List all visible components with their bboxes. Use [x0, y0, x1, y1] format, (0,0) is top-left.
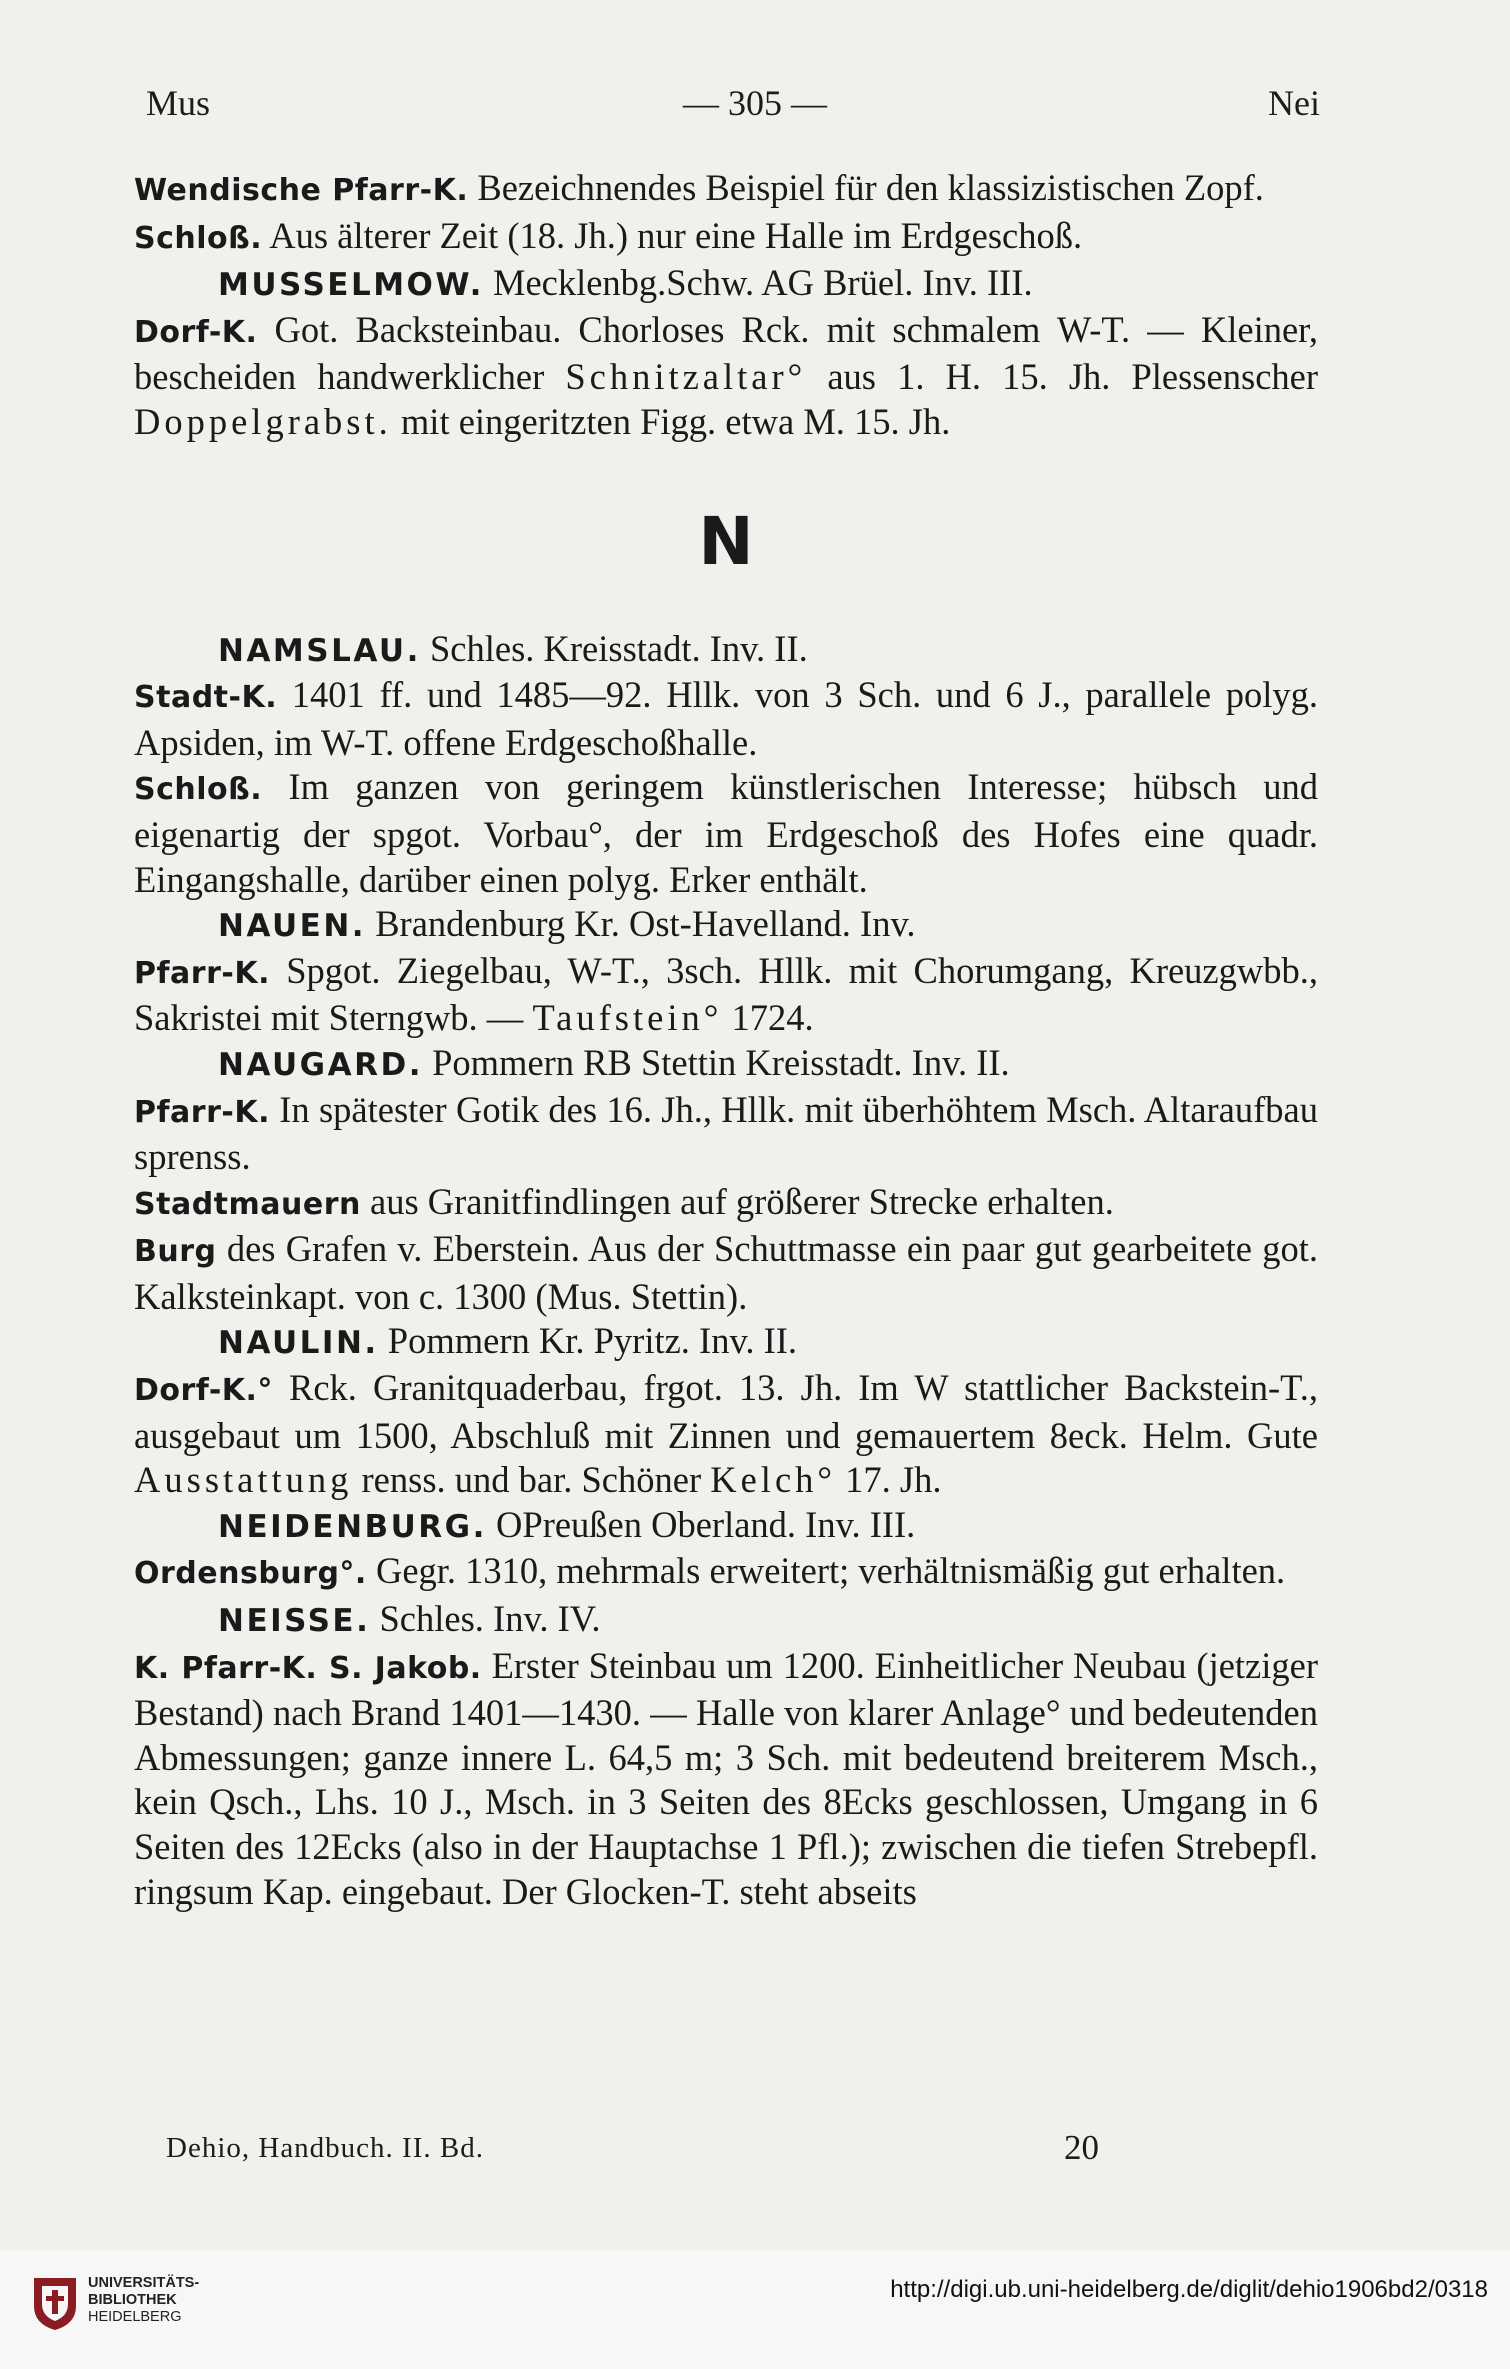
entry-paragraph	[134, 308, 1318, 445]
library-footer-strip	[0, 2250, 1510, 2369]
university-seal-icon	[30, 2272, 80, 2332]
entry-label: Burg	[134, 1234, 217, 1270]
spaced-term: Taufstein°	[532, 997, 723, 1039]
place-details: Mecklenbg.Schw. AG Brüel. Inv. III.	[483, 262, 1033, 304]
entry-label: Schloß.	[134, 772, 263, 808]
source-url-link[interactable]: http://digi.ub.uni-heidelberg.de/diglit/dehio1906bd2/0318	[890, 2276, 1488, 2303]
header-right: Nei	[1268, 83, 1320, 123]
place-details: Schles. Kreisstadt. Inv. II.	[420, 627, 808, 669]
entry-text: Bezeichnendes Beispiel für den klassizistischen Zopf.	[468, 167, 1264, 208]
place-heading	[134, 261, 1318, 308]
entry-text: Aus älterer Zeit (18. Jh.) nur eine Halle im Erdgeschoß.	[262, 214, 1083, 256]
place-heading	[134, 1503, 1318, 1550]
institution-name	[88, 2275, 199, 2326]
entry-label: Stadtmauern	[134, 1186, 361, 1222]
entry-text: Got. Backsteinbau. Chorloses Rck. mit schmalem W-T. — Kleiner, bescheiden handwerklicher	[134, 308, 1318, 398]
place-name: NAUGARD.	[218, 1046, 423, 1083]
entry-paragraph	[134, 1227, 1318, 1319]
footer-sheet-number: 20	[1064, 2128, 1099, 2167]
entry-text: Erster Steinbau um 1200. Einheitlicher Neubau (jetziger Bestand) nach Brand 1401—1430. — Halle von klarer Anlage° und bedeutenden Abmessungen; ganze innere L. 64,5 m; 3 Sch. mit bedeutend breiterem Msch., kein Qsch., Lhs. 10 J., Msch. in 3 Seiten des 8Ecks geschlossen, Umgang in 6 Seiten des 12Ecks (also in der Hauptachse 1 Pfl.); zwischen die tiefen Strebepfl. ringsum Kap. eingebaut. Der Glocken-T. steht abseits	[134, 1644, 1319, 1912]
spaced-term: Kelch°	[710, 1459, 836, 1501]
place-name: NAUEN.	[218, 908, 367, 945]
page-body	[134, 166, 1318, 1914]
place-name: MUSSELMOW.	[218, 267, 484, 304]
entry-text: Im ganzen von geringem künstlerischen Interesse; hübsch und eigenartig der spgot. Vorbau°, der im Erdgeschoß des Hofes eine quadr. Eingangshalle, darüber einen polyg. Erker enthält.	[134, 766, 1318, 900]
entry-text: renss. und bar. Schöner	[352, 1459, 711, 1501]
entry-text: aus Granitfindlingen auf größerer Strecke erhalten.	[360, 1180, 1114, 1222]
entry-text: aus 1. H. 15. Jh. Plessenscher	[806, 356, 1318, 398]
spaced-term: Doppelgrabst.	[134, 400, 392, 442]
entry-paragraph	[134, 1644, 1318, 1915]
place-details: Pommern Kr. Pyritz. Inv. II.	[378, 1320, 798, 1362]
entry-text: 1724.	[722, 997, 814, 1039]
entry-paragraph	[134, 949, 1318, 1041]
entry-label: Schloß.	[134, 220, 263, 256]
institution-line-1: UNIVERSITÄTS-	[88, 2275, 200, 2291]
footer-signature: Dehio, Handbuch. II. Bd.	[166, 2132, 484, 2164]
entry-text: 17. Jh.	[836, 1459, 942, 1501]
entry-label: Pfarr-K.	[134, 1094, 270, 1130]
entry-text: des Grafen v. Eberstein. Aus der Schuttmasse ein paar gut gearbeitete got. Kalksteinkapt. von c. 1300 (Mus. Stettin).	[134, 1228, 1318, 1317]
place-heading	[134, 1319, 1318, 1366]
place-heading	[134, 1597, 1318, 1644]
spaced-term: Schnitzaltar°	[565, 356, 807, 398]
entry-text: In spätester Gotik des 16. Jh., Hllk. mit überhöhtem Msch. Altaraufbau sprenss.	[134, 1088, 1318, 1178]
entry-paragraph	[134, 1088, 1318, 1180]
place-name: NAULIN.	[218, 1325, 379, 1362]
entry-paragraph	[134, 765, 1318, 902]
running-header	[0, 82, 1510, 122]
entry-text: Rck. Granitquaderbau, frgot. 13. Jh. Im W stattlicher Backstein-T., ausgebaut um 1500, Abschluß mit Zinnen und gemauertem 8eck. Helm. Gute	[134, 1367, 1318, 1456]
entry-text: mit eingeritzten Figg. etwa M. 15. Jh.	[391, 400, 951, 442]
entry-label: Wendische Pfarr-K.	[134, 173, 469, 208]
place-details: Brandenburg Kr. Ost-Havelland. Inv.	[366, 903, 916, 945]
institution-line-3: HEIDELBERG	[88, 2309, 182, 2325]
entry-text: Gegr. 1310, mehrmals erweitert; verhältnismäßig gut erhalten.	[366, 1550, 1286, 1592]
entry-paragraph	[134, 166, 1318, 214]
place-details: Pommern RB Stettin Kreisstadt. Inv. II.	[422, 1041, 1010, 1083]
entry-paragraph	[134, 1366, 1318, 1503]
place-heading	[134, 902, 1318, 949]
spaced-term: Ausstattung	[134, 1459, 353, 1501]
entry-label: Dorf-K.°	[134, 1373, 273, 1409]
place-heading	[134, 1041, 1318, 1088]
institution-line-2: BIBLIOTHEK	[88, 2292, 177, 2308]
entry-paragraph	[134, 214, 1318, 262]
place-details: OPreußen Oberland. Inv. III.	[486, 1503, 916, 1545]
entry-paragraph	[134, 1180, 1318, 1228]
entry-text: 1401 ff. und 1485—92. Hllk. von 3 Sch. und 6 J., parallele polyg. Apsiden, im W-T. offene Erdgeschoßhalle.	[134, 674, 1318, 763]
entry-label: K. Pfarr-K. S. Jakob.	[134, 1650, 482, 1686]
entry-label: Dorf-K.	[134, 314, 258, 350]
entry-text: Spgot. Ziegelbau, W-T., 3sch. Hllk. mit Chorumgang, Kreuzgwbb., Sakristei mit Sterngwb. —	[134, 949, 1318, 1039]
entry-paragraph	[134, 673, 1318, 765]
place-name: NAMSLAU.	[218, 632, 421, 669]
place-name: NEIDENBURG.	[218, 1508, 487, 1545]
entry-paragraph	[134, 1549, 1318, 1597]
page-footer	[0, 2128, 1510, 2172]
section-letter: N	[698, 502, 754, 580]
entry-label: Ordensburg°.	[134, 1556, 367, 1592]
entry-label: Pfarr-K.	[134, 955, 270, 991]
place-details: Schles. Inv. IV.	[370, 1598, 601, 1640]
place-name: NEISSE.	[218, 1603, 371, 1640]
entry-label: Stadt-K.	[134, 680, 278, 716]
page-number: — 305 —	[683, 83, 827, 123]
place-heading	[134, 627, 1318, 674]
header-left: Mus	[146, 83, 211, 123]
